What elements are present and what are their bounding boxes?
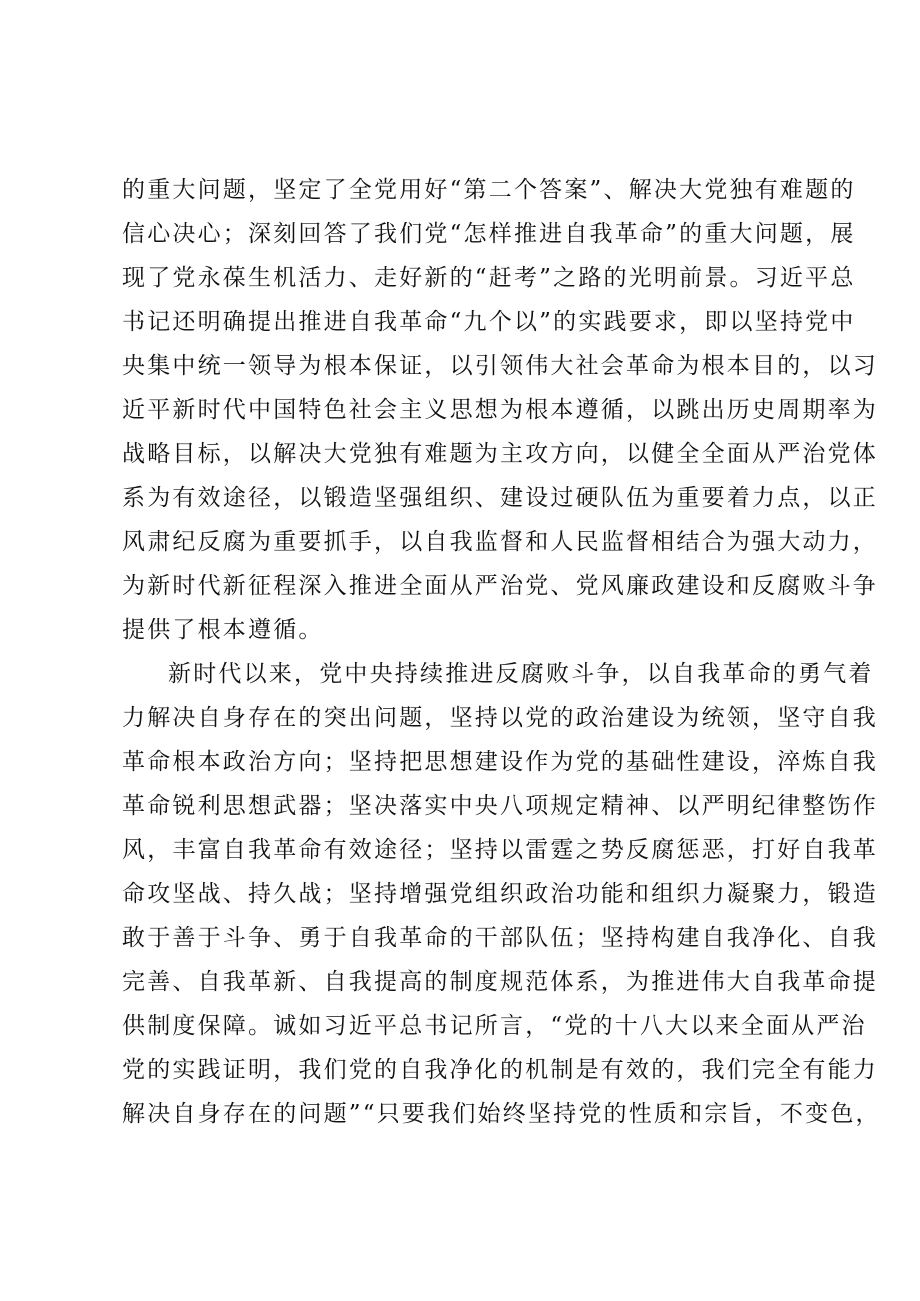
paragraph-line: 央集中统一领导为根本保证，以引领伟大社会革命为根本目的，以习 <box>122 353 878 379</box>
paragraph-line: 战略目标，以解决大党独有难题为主攻方向，以健全全面从严治党体 <box>122 441 878 467</box>
paragraph-line: 信心决心；深刻回答了我们党“怎样推进自我革命”的重大问题，展 <box>122 221 856 247</box>
paragraph-line: 为新时代新征程深入推进全面从严治党、党风廉政建设和反腐败斗争 <box>122 573 878 599</box>
paragraph-line: 供制度保障。诚如习近平总书记所言，“党的十八大以来全面从严治 <box>122 1013 867 1039</box>
paragraph-line: 系为有效途径，以锻造坚强组织、建设过硬队伍为重要着力点，以正 <box>122 485 878 511</box>
paragraph-line: 新时代以来，党中央持续推进反腐败斗争，以自我革命的勇气着 <box>168 661 874 687</box>
paragraph-line: 的重大问题，坚定了全党用好“第二个答案”、解决大党独有难题的 <box>122 177 856 203</box>
paragraph-line: 革命根本政治方向；坚持把思想建设作为党的基础性建设，淬炼自我 <box>122 749 878 775</box>
paragraph-line: 敢于善于斗争、勇于自我革命的干部队伍；坚持构建自我净化、自我 <box>122 925 878 951</box>
paragraph-line: 风肃纪反腐为重要抓手，以自我监督和人民监督相结合为强大动力， <box>122 529 878 555</box>
paragraph-line: 提供了根本遵循。 <box>122 617 324 643</box>
paragraph-line: 力解决自身存在的突出问题，坚持以党的政治建设为统领，坚守自我 <box>122 705 878 731</box>
paragraph-line: 现了党永葆生机活力、走好新的“赶考”之路的光明前景。习近平总 <box>122 265 856 291</box>
paragraph-line: 党的实践证明，我们党的自我净化的机制是有效的，我们完全有能力 <box>122 1057 878 1083</box>
paragraph-line: 近平新时代中国特色社会主义思想为根本遵循，以跳出历史周期率为 <box>122 397 878 423</box>
paragraph-line: 解决自身存在的问题”“只要我们始终坚持党的性质和宗旨，不变色， <box>122 1101 881 1127</box>
paragraph-line: 命攻坚战、持久战；坚持增强党组织政治功能和组织力凝聚力，锻造 <box>122 881 878 907</box>
paragraph-line: 革命锐利思想武器；坚决落实中央八项规定精神、以严明纪律整饬作 <box>122 793 878 819</box>
paragraph-line: 书记还明确提出推进自我革命“九个以”的实践要求，即以坚持党中 <box>122 309 856 335</box>
paragraph-line: 风，丰富自我革命有效途径；坚持以雷霆之势反腐惩恶，打好自我革 <box>122 837 878 863</box>
paragraph-line: 完善、自我革新、自我提高的制度规范体系，为推进伟大自我革命提 <box>122 969 878 995</box>
